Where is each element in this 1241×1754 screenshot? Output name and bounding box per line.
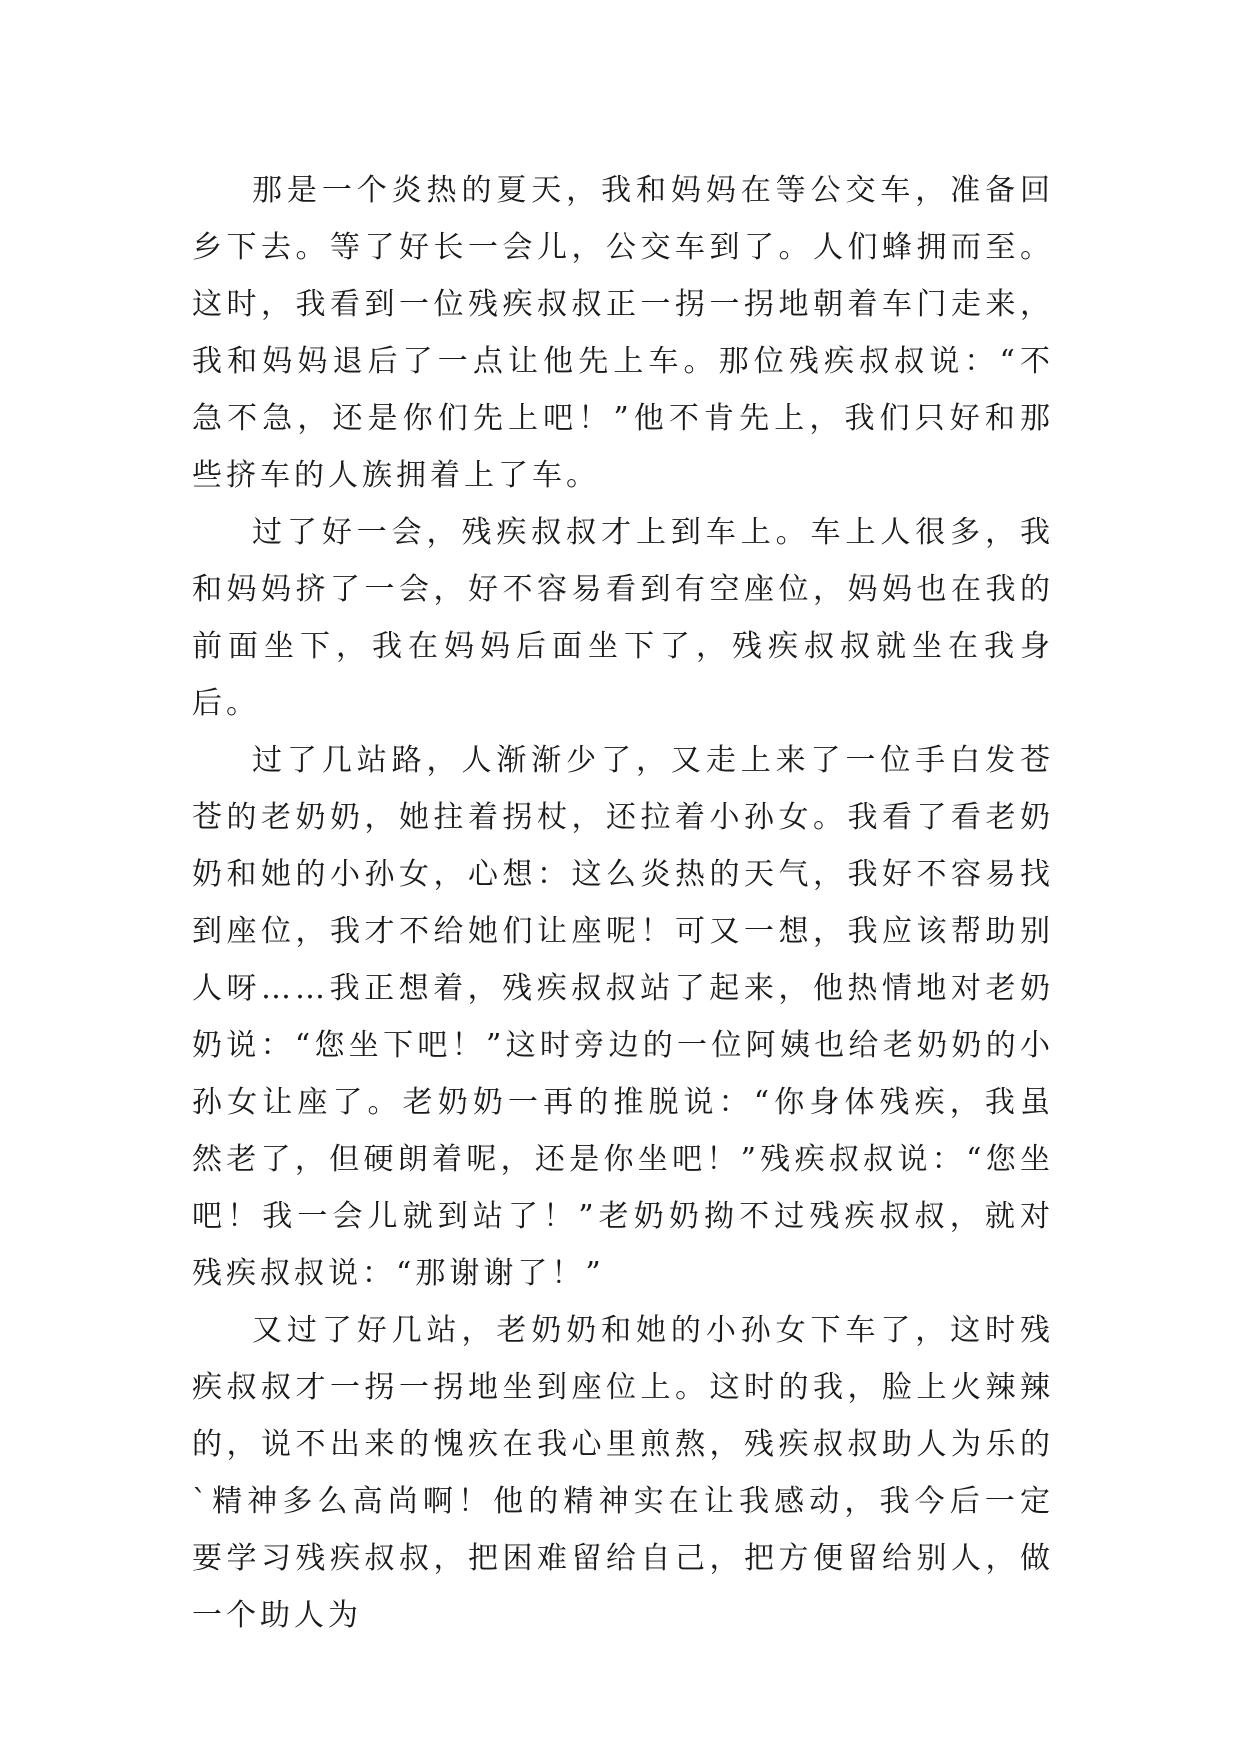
document-body [192,162,1054,1644]
paragraph-3: 过了几站路，人渐渐少了，又走上来了一位手白发苍苍的老奶奶，她拄着拐杖，还拉着小孙女。我看了看老奶奶和她的小孙女，心想：这么炎热的天气，我好不容易找到座位，我才不给她们让座呢！可又一想，我应该帮助别人呀……我正想着，残疾叔叔站了起来，他热情地对老奶奶说：“您坐下吧！”这时旁边的一位阿姨也给老奶奶的小孙女让座了。老奶奶一再的推脱说：“你身体残疾，我虽然老了，但硬朗着呢，还是你坐吧！”残疾叔叔说：“您坐吧！我一会儿就到站了！”老奶奶拗不过残疾叔叔，就对残疾叔叔说：“那谢谢了！” [192,743,1054,1291]
paragraph-2: 过了好一会，残疾叔叔才上到车上。车上人很多，我和妈妈挤了一会，好不容易看到有空座位，妈妈也在我的前面坐下，我在妈妈后面坐下了，残疾叔叔就坐在我身后。 [192,515,1054,721]
paragraph-4: 又过了好几站，老奶奶和她的小孙女下车了，这时残疾叔叔才一拐一拐地坐到座位上。这时的我，脸上火辣辣的，说不出来的愧疚在我心里煎熬，残疾叔叔助人为乐的`精神多么高尚啊！他的精神实在让我感动，我今后一定要学习残疾叔叔，把困难留给自己，把方便留给别人，做一个助人为 [192,1313,1054,1633]
paragraph-1: 那是一个炎热的夏天，我和妈妈在等公交车，准备回乡下去。等了好长一会儿，公交车到了。人们蜂拥而至。这时，我看到一位残疾叔叔正一拐一拐地朝着车门走来，我和妈妈退后了一点让他先上车。那位残疾叔叔说：“不急不急，还是你们先上吧！”他不肯先上，我们只好和那些挤车的人族拥着上了车。 [192,173,1054,493]
